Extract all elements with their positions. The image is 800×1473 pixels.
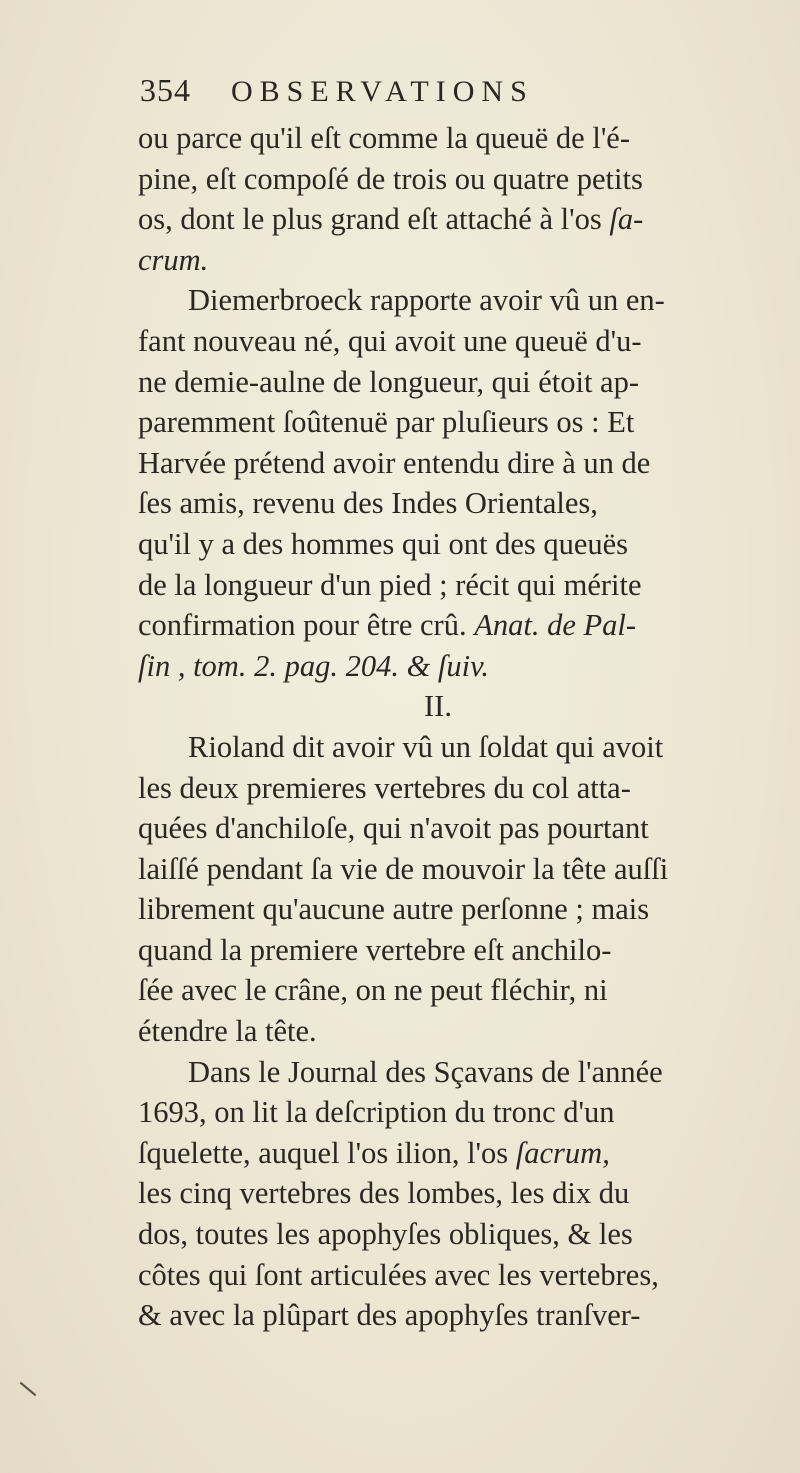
line-text: ſée avec le crâne, on ne peut fléchir, ni <box>138 973 608 1008</box>
text-line <box>138 1214 778 1255</box>
text-line <box>138 768 778 809</box>
text-line <box>138 849 778 890</box>
text-line <box>138 240 778 281</box>
line-text: quées d'anchiloſe, qui n'avoit pas pourtant <box>138 811 649 846</box>
text-line <box>138 605 778 646</box>
text-line <box>138 1173 778 1214</box>
text-line <box>138 646 778 687</box>
line-italic: ſacrum, <box>515 1135 610 1170</box>
text-line <box>138 443 778 484</box>
text-line <box>138 1011 778 1052</box>
line-italic: Anat. de Pal- <box>474 608 636 643</box>
text-line <box>138 362 778 403</box>
page-header <box>140 72 660 112</box>
line-text: de la longueur d'un pied ; récit qui mérite <box>138 567 642 602</box>
page-number: 354 <box>140 72 191 108</box>
text-line <box>138 199 778 240</box>
line-text: les cinq vertebres des lombes, les dix du <box>138 1176 630 1211</box>
text-line <box>138 889 778 930</box>
text-line <box>138 118 778 159</box>
running-head: OBSERVATIONS <box>231 75 534 108</box>
text-line <box>138 402 778 443</box>
line-text: les deux premieres vertebres du col atta- <box>138 770 631 805</box>
text-line <box>138 280 778 321</box>
text-line <box>138 808 778 849</box>
text-line <box>138 565 778 606</box>
line-text: os, dont le plus grand eſt attaché à l'os <box>138 202 610 237</box>
line-text: quand la premiere vertebre eſt anchilo- <box>138 932 612 967</box>
text-line <box>138 159 778 200</box>
line-text: côtes qui ſont articulées avec les vertebres, <box>138 1257 659 1292</box>
line-text: laiſſé pendant ſa vie de mouvoir la tête auſſi <box>138 851 669 886</box>
text-line <box>138 483 778 524</box>
line-text: pine, eſt compoſé de trois ou quatre petits <box>138 161 643 196</box>
line-text: Harvée prétend avoir entendu dire à un de <box>138 445 651 480</box>
line-text: & avec la plûpart des apophyſes tranſver- <box>138 1298 641 1333</box>
line-text: 1693, on lit la deſcription du tronc d'un <box>138 1095 615 1130</box>
line-text: II. <box>424 689 452 724</box>
line-italic: ſin , tom. 2. pag. 204. & ſuiv. <box>138 648 490 683</box>
text-line <box>138 970 778 1011</box>
stray-ink-mark <box>20 1382 37 1396</box>
line-italic: ſa- <box>609 202 644 237</box>
line-text: dos, toutes les apophyſes obliques, & les <box>138 1217 633 1252</box>
text-line <box>138 1295 778 1336</box>
line-text: Rioland dit avoir vû un ſoldat qui avoit <box>188 729 664 764</box>
line-italic: crum. <box>138 242 209 277</box>
body-text <box>138 118 778 1336</box>
line-text: fant nouveau né, qui avoit une queuë d'u- <box>138 323 642 358</box>
line-text: ſquelette, auquel l'os ilion, l'os <box>138 1135 516 1170</box>
text-line <box>138 321 778 362</box>
line-text: paremment ſoûtenuë par pluſieurs os : Et <box>138 405 635 440</box>
text-line <box>138 1133 778 1174</box>
line-text: qu'il y a des hommes qui ont des queuës <box>138 526 629 561</box>
line-text: librement qu'aucune autre perſonne ; mais <box>138 892 650 927</box>
text-line <box>138 1052 778 1093</box>
text-line <box>138 1255 778 1296</box>
text-line <box>138 727 778 768</box>
line-text: Dans le Journal des Sçavans de l'année <box>188 1054 663 1089</box>
text-line <box>138 524 778 565</box>
line-text: ou parce qu'il eſt comme la queuë de l'é- <box>138 121 631 155</box>
text-line <box>138 930 778 971</box>
text-line <box>138 1092 778 1133</box>
line-text: Diemerbroeck rapporte avoir vû un en- <box>188 283 665 318</box>
line-text: ne demie-aulne de longueur, qui étoit ap- <box>138 364 640 399</box>
line-text: ſes amis, revenu des Indes Orientales, <box>138 486 598 521</box>
line-text: confirmation pour être crû. <box>138 608 475 643</box>
line-text: étendre la tête. <box>138 1014 317 1049</box>
section-number <box>138 686 778 727</box>
